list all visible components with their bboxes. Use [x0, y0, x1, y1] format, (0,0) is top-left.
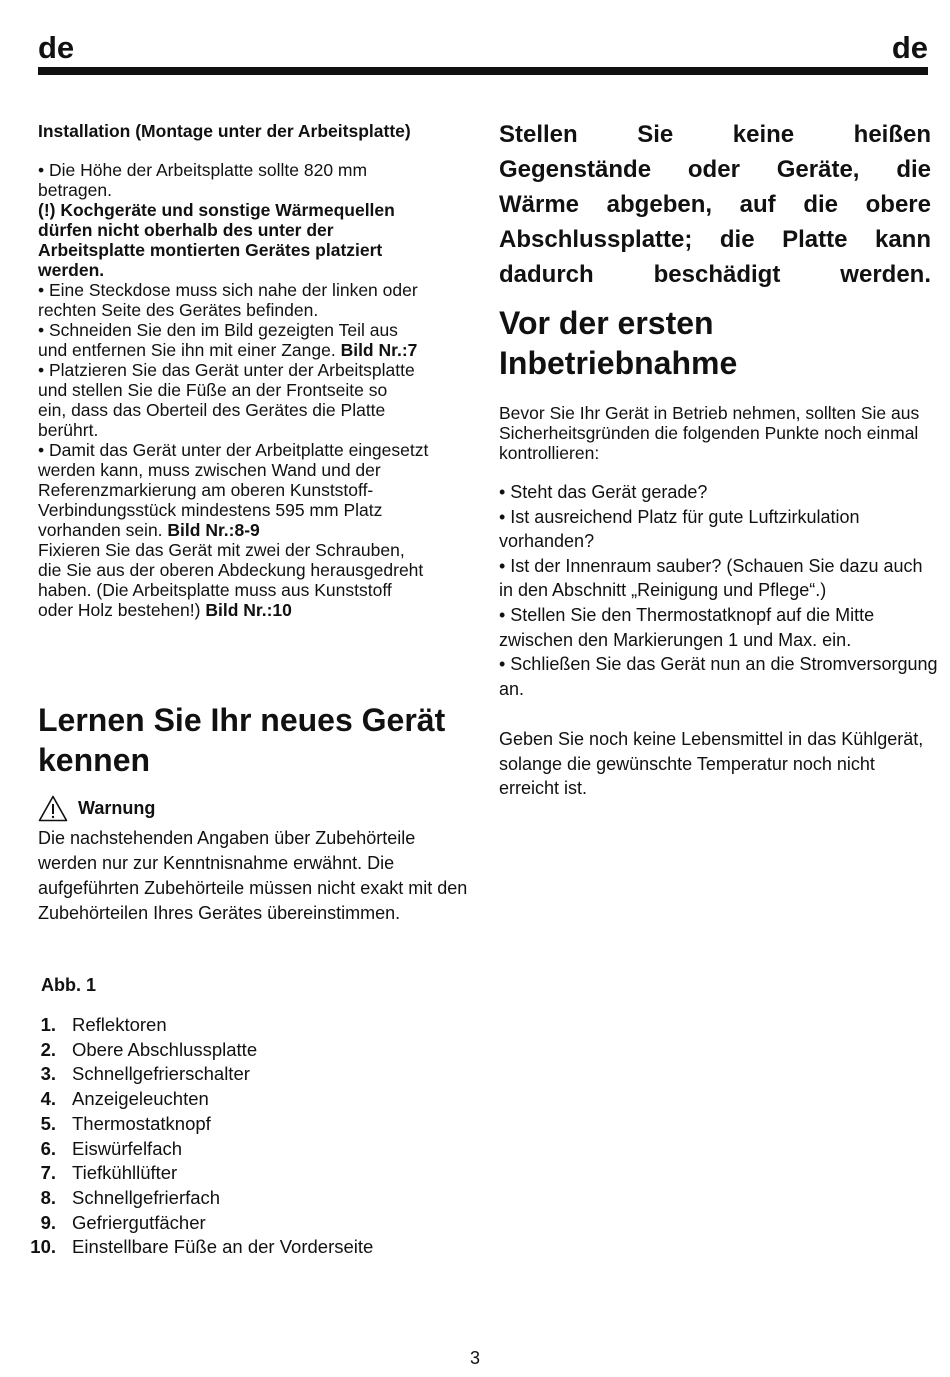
component-list-item [20, 1211, 373, 1236]
component-number: 1. [40, 1014, 56, 1035]
installation-line [38, 260, 470, 280]
installation-line-text: Verbindungsstück mindestens 595 mm Platz [38, 500, 383, 520]
installation-line [38, 480, 470, 500]
installation-line-text: Fixieren Sie das Gerät mit zwei der Schrauben, [38, 540, 405, 560]
warning-label: Warnung [78, 797, 156, 818]
component-number: 5. [40, 1112, 56, 1134]
component-number: 9. [40, 1211, 56, 1233]
component-list-item [20, 1062, 373, 1087]
component-list-item [20, 1087, 373, 1112]
component-list-item [20, 1161, 373, 1186]
checklist-item: • Stellen Sie den Thermostatknopf auf die Mitte zwischen den Markierungen 1 und Max. ein. [499, 604, 875, 650]
first-use-intro: Bevor Sie Ihr Gerät in Betrieb nehmen, sollten Sie aus Sicherheitsgründen die folgenden Punkte noch einmal kontrollieren: [499, 403, 920, 463]
first-use-heading-line2: Inbetriebnahme [499, 345, 738, 381]
warning-triangle-icon [38, 795, 68, 822]
installation-line-text: werden. [38, 260, 105, 280]
installation-line-text: und stellen Sie die Füße an der Frontseite so [38, 380, 388, 400]
component-number: 8. [40, 1186, 56, 1208]
installation-line [38, 580, 470, 600]
learn-heading [38, 700, 478, 780]
first-use-final-note: Geben Sie noch keine Lebensmittel in das Kühlgerät, solange die gewünschte Temperatur noch nicht erreicht ist. [499, 729, 924, 799]
figure-reference: Bild Nr.:8-9 [167, 520, 260, 540]
installation-line [38, 600, 470, 620]
learn-heading-line2: kennen [38, 742, 151, 778]
checklist-item: • Steht das Gerät gerade? [499, 482, 708, 502]
installation-line [38, 560, 470, 580]
component-label: Thermostatknopf [72, 1112, 211, 1134]
component-number: 10. [30, 1236, 56, 1258]
installation-line [38, 500, 470, 520]
installation-line-text: berührt. [38, 420, 99, 440]
installation-title: Installation (Montage unter der Arbeitsplatte) [38, 121, 411, 141]
installation-line [38, 160, 470, 180]
learn-heading-line1: Lernen Sie Ihr neues Gerät [38, 702, 446, 738]
installation-line [38, 440, 470, 460]
caution-line: dadurch beschädigt werden. [499, 261, 931, 288]
component-label: Einstellbare Füße an der Vorderseite [72, 1236, 374, 1258]
warning-header [38, 790, 478, 826]
component-number: 6. [40, 1137, 56, 1159]
checklist [499, 480, 939, 701]
component-list [20, 1013, 373, 1260]
component-label: Eiswürfelfach [72, 1137, 183, 1159]
installation-line [38, 540, 470, 560]
installation-line-text: • Damit das Gerät unter der Arbeitplatte eingesetzt [38, 440, 429, 460]
installation-line [38, 180, 470, 200]
component-list-item [20, 1186, 373, 1211]
component-list-item [20, 1038, 373, 1063]
installation-line [38, 400, 470, 420]
installation-line-text: • Schneiden Sie den im Bild gezeigten Teil aus [38, 320, 398, 340]
installation-line-text: • Platzieren Sie das Gerät unter der Arbeitsplatte [38, 360, 415, 380]
installation-line-text: ein, dass das Oberteil des Gerätes die Platte [38, 400, 386, 420]
installation-line-text: die Sie aus der oberen Abdeckung herausgedreht [38, 560, 424, 580]
caution-line: Abschlussplatte; die Platte kann [499, 226, 931, 253]
installation-line-text: werden kann, muss zwischen Wand und der [38, 460, 381, 480]
figure-reference: Bild Nr.:10 [205, 600, 292, 620]
component-number: 2. [40, 1038, 56, 1060]
warning-text: Die nachstehenden Angaben über Zubehörteile werden nur zur Kenntnisnahme erwähnt. Die aufgeführten Zubehörteile müssen nicht exakt mit den Zubehörteilen Ihres Gerätes übereinstimmen. [38, 828, 468, 923]
component-label: Schnellgefrierfach [72, 1186, 221, 1208]
component-label: Anzeigeleuchten [72, 1088, 209, 1110]
component-list-item [20, 1112, 373, 1137]
installation-line-text: Referenzmarkierung am oberen Kunststoff- [38, 480, 374, 500]
page-number: 3 [469, 1348, 480, 1368]
component-label: Schnellgefrierschalter [72, 1063, 250, 1085]
caution-block [499, 117, 931, 292]
checklist-item: • Ist der Innenraum sauber? (Schauen Sie dazu auch in den Abschnitt „Reinigung und Pflege“.) [499, 555, 923, 601]
first-use-heading [499, 303, 939, 383]
installation-line [38, 520, 470, 540]
first-use-heading-line1: Vor der ersten [499, 305, 714, 341]
installation-line [38, 360, 470, 380]
caution-line: Wärme abgeben, auf die obere [499, 191, 931, 218]
installation-line [38, 460, 470, 480]
installation-line-text: vorhanden sein. [38, 520, 168, 540]
figure-reference: Bild Nr.:7 [340, 340, 418, 360]
header-rule [38, 67, 928, 75]
caution-line: Stellen Sie keine heißen [499, 121, 931, 148]
installation-line [38, 280, 470, 300]
installation-line [38, 380, 470, 400]
installation-line-text: haben. (Die Arbeitsplatte muss aus Kunststoff [38, 580, 392, 600]
caution-text [499, 117, 931, 292]
warning-block [38, 790, 478, 926]
component-number: 3. [40, 1063, 56, 1085]
installation-text [38, 160, 470, 620]
installation-line [38, 320, 470, 340]
caution-line: Gegenstände oder Geräte, die [499, 156, 931, 183]
installation-line [38, 420, 470, 440]
component-list-item [20, 1137, 373, 1162]
installation-line-text: dürfen nicht oberhalb des unter der [38, 220, 334, 240]
installation-section [38, 120, 470, 620]
component-label: Reflektoren [72, 1014, 167, 1035]
component-label: Tiefkühllüfter [72, 1162, 178, 1184]
language-code-right: de [891, 30, 928, 65]
component-number: 7. [40, 1162, 56, 1184]
installation-line-text: und entfernen Sie ihn mit einer Zange. [38, 340, 341, 360]
component-list-item [20, 1013, 373, 1038]
component-number: 4. [40, 1088, 56, 1110]
checklist-item: • Schließen Sie das Gerät nun an die Stromversorgung an. [499, 654, 938, 699]
language-code-left: de [38, 30, 75, 65]
component-list-item [20, 1235, 373, 1260]
installation-line [38, 340, 470, 360]
component-label: Obere Abschlussplatte [72, 1038, 258, 1060]
installation-line [38, 300, 470, 320]
installation-line [38, 220, 470, 240]
figure-label: Abb. 1 [41, 975, 97, 995]
installation-line-text: • Eine Steckdose muss sich nahe der linken oder [38, 280, 418, 300]
installation-line-text: rechten Seite des Gerätes befinden. [38, 300, 319, 320]
installation-line-text: • Die Höhe der Arbeitsplatte sollte 820 mm [38, 160, 368, 180]
component-label: Gefriergutfächer [72, 1211, 206, 1233]
installation-line [38, 200, 470, 220]
installation-line-text: Arbeitsplatte montierten Gerätes platziert [38, 240, 383, 260]
installation-line [38, 240, 470, 260]
checklist-item: • Ist ausreichend Platz für gute Luftzirkulation vorhanden? [499, 506, 860, 552]
installation-line-text: oder Holz bestehen!) [38, 600, 206, 620]
installation-line-text: (!) Kochgeräte und sonstige Wärmequellen [38, 200, 395, 220]
installation-line-text: betragen. [38, 180, 112, 200]
